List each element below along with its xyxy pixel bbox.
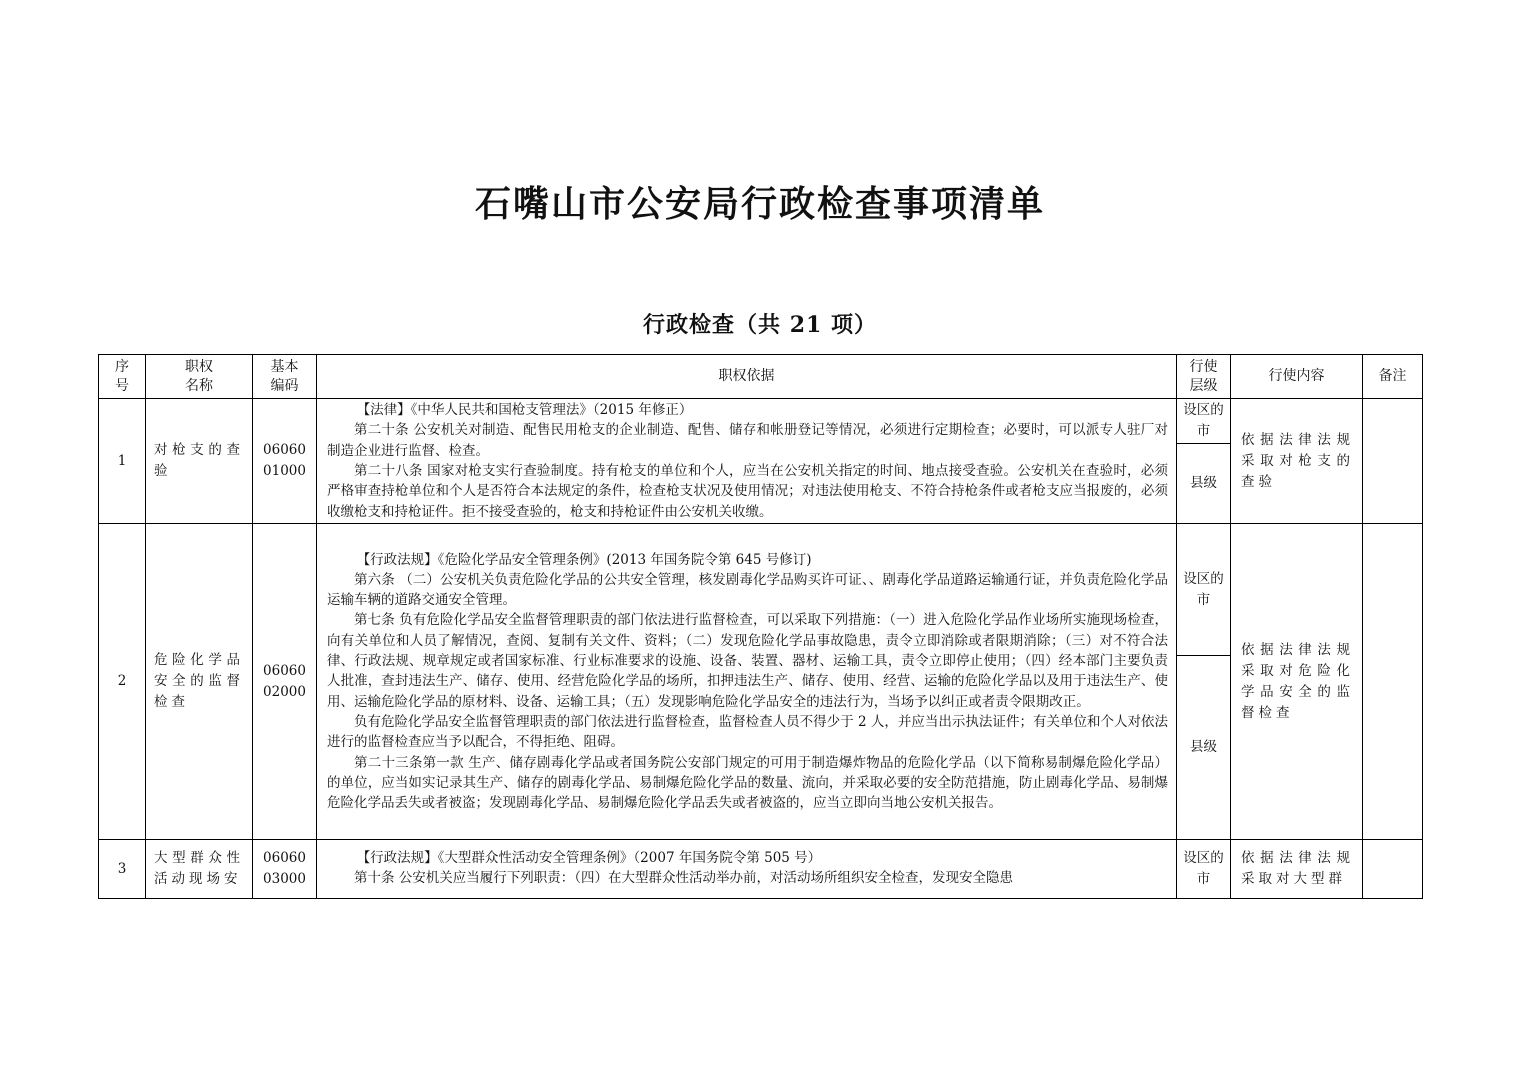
row-code: 06060 03000 [253, 840, 317, 899]
row-level-county: 县级 [1177, 656, 1231, 840]
row-content: 依据法律法规采取对危险化学品安全的监督检查 [1231, 524, 1363, 840]
header-code: 基本 编码 [253, 355, 317, 399]
row-code: 06060 02000 [253, 524, 317, 840]
basis-paragraph: 【行政法规】《大型群众性活动安全管理条例》（2007 年国务院令第 505 号） [356, 850, 822, 866]
header-remark: 备注 [1363, 355, 1423, 399]
row-level-city: 设区的市 [1177, 399, 1231, 444]
row-remark [1363, 399, 1423, 524]
header-name: 职权 名称 [146, 355, 253, 399]
table-row [99, 524, 1423, 656]
row-name: 危险化学品安全的监督检查 [146, 524, 253, 840]
row-content: 依据法律法规采取对枪支的查验 [1231, 399, 1363, 524]
row-remark [1363, 840, 1423, 899]
basis-paragraph: 第七条 负有危险化学品安全监督管理职责的部门依法进行监督检查，可以采取下列措施：（一）进入危险化学品作业场所实施现场检查，向有关单位和人员了解情况，查阅、复制有关文件、资料；（二）发现危险化学品事故隐患，责令立即消除或者限期消除；（三）对不符合法律、行政法规、规章规定或者国家标准、行业标准要求的设施、设备、装置、器材、运输工具，责令立即停止使用；（四）经本部门主要负责人批准，查封违法生产、储存、使用、经营危险化学品的场所，扣押违法生产、储存、使用、经营、运输的危险化学品以及用于违法生产、使用、运输危险化学品的原材料、设备、运输工具；（五）发现影响危险化学品安全的违法行为，当场予以纠正或者责令限期改正。 [327, 612, 1168, 710]
header-seq: 序 号 [99, 355, 146, 399]
row-name: 对枪支的查验 [146, 399, 253, 524]
row-seq: 1 [99, 399, 146, 524]
header-level: 行使 层级 [1177, 355, 1231, 399]
table-row [99, 840, 1423, 899]
header-basis: 职权依据 [317, 355, 1177, 399]
table-row [99, 399, 1423, 444]
basis-paragraph: 【法律】《中华人民共和国枪支管理法》（2015 年修正） [356, 402, 693, 419]
header-content: 行使内容 [1231, 355, 1363, 399]
row-content: 依据法律法规采取对大型群 [1231, 840, 1363, 899]
basis-paragraph: 第二十三条第一款 生产、储存剧毒化学品或者国务院公安部门规定的可用于制造爆炸物品的危险化学品（以下简称易制爆危险化学品）的单位，应当如实记录其生产、储存的剧毒化学品、易制爆危险化学品的数量、流向，并采取必要的安全防范措施，防止剧毒化学品、易制爆危险化学品丢失或者被盗；发现剧毒化学品、易制爆危险化学品丢失或者被盗的，应当立即向当地公安机关报告。 [327, 754, 1168, 812]
row-level-county: 县级 [1177, 444, 1231, 524]
row-remark [1363, 524, 1423, 840]
basis-paragraph: 【行政法规】《危险化学品安全管理条例》(2013 年国务院令第 645 号修订) [356, 551, 812, 568]
row-seq: 3 [99, 840, 146, 899]
section-subtitle: 行政检查（共 21 项） [643, 312, 877, 338]
row-name: 大型群众性活动现场安 [146, 840, 253, 899]
row-basis [317, 840, 1177, 899]
row-level-city: 设区的市 [1177, 840, 1231, 899]
document-title: 石嘴山市公安局行政检查事项清单 [474, 183, 1045, 225]
row-basis [317, 399, 1177, 524]
basis-paragraph: 第二十条 公安机关对制造、配售民用枪支的企业制造、配售、储存和帐册登记等情况，必须进行定期检查；必要时，可以派专人驻厂对制造企业进行监督、检查。 [327, 422, 1168, 459]
inspection-table [98, 354, 1423, 899]
basis-paragraph: 第二十八条 国家对枪支实行查验制度。持有枪支的单位和个人，应当在公安机关指定的时间、地点接受查验。公安机关在查验时，必须严格审查持枪单位和个人是否符合本法规定的条件，检查枪支状况及使用情况；对违法使用枪支、不符合持枪条件或者枪支应当报废的，必须收缴枪支和持枪证件。拒不接受查验的，枪支和持枪证件由公安机关收缴。 [327, 463, 1168, 520]
row-code: 06060 01000 [253, 399, 317, 524]
row-seq: 2 [99, 524, 146, 840]
basis-paragraph: 第六条 （二）公安机关负责危险化学品的公共安全管理，核发剧毒化学品购买许可证、、剧毒化学品道路运输通行证，并负责危险化学品运输车辆的道路交通安全管理。 [327, 571, 1168, 609]
basis-paragraph: 第十条 公安机关应当履行下列职责：（四）在大型群众性活动举办前，对活动场所组织安全检查，发现安全隐患 [354, 870, 1014, 887]
header-row [99, 355, 1423, 399]
basis-paragraph: 负有危险化学品安全监督管理职责的部门依法进行监督检查，监督检查人员不得少于 2 人，并应当出示执法证件；有关单位和个人对依法进行的监督检查应当予以配合，不得拒绝、阻碍。 [327, 713, 1168, 751]
row-level-city: 设区的市 [1177, 524, 1231, 656]
row-basis [317, 524, 1177, 840]
